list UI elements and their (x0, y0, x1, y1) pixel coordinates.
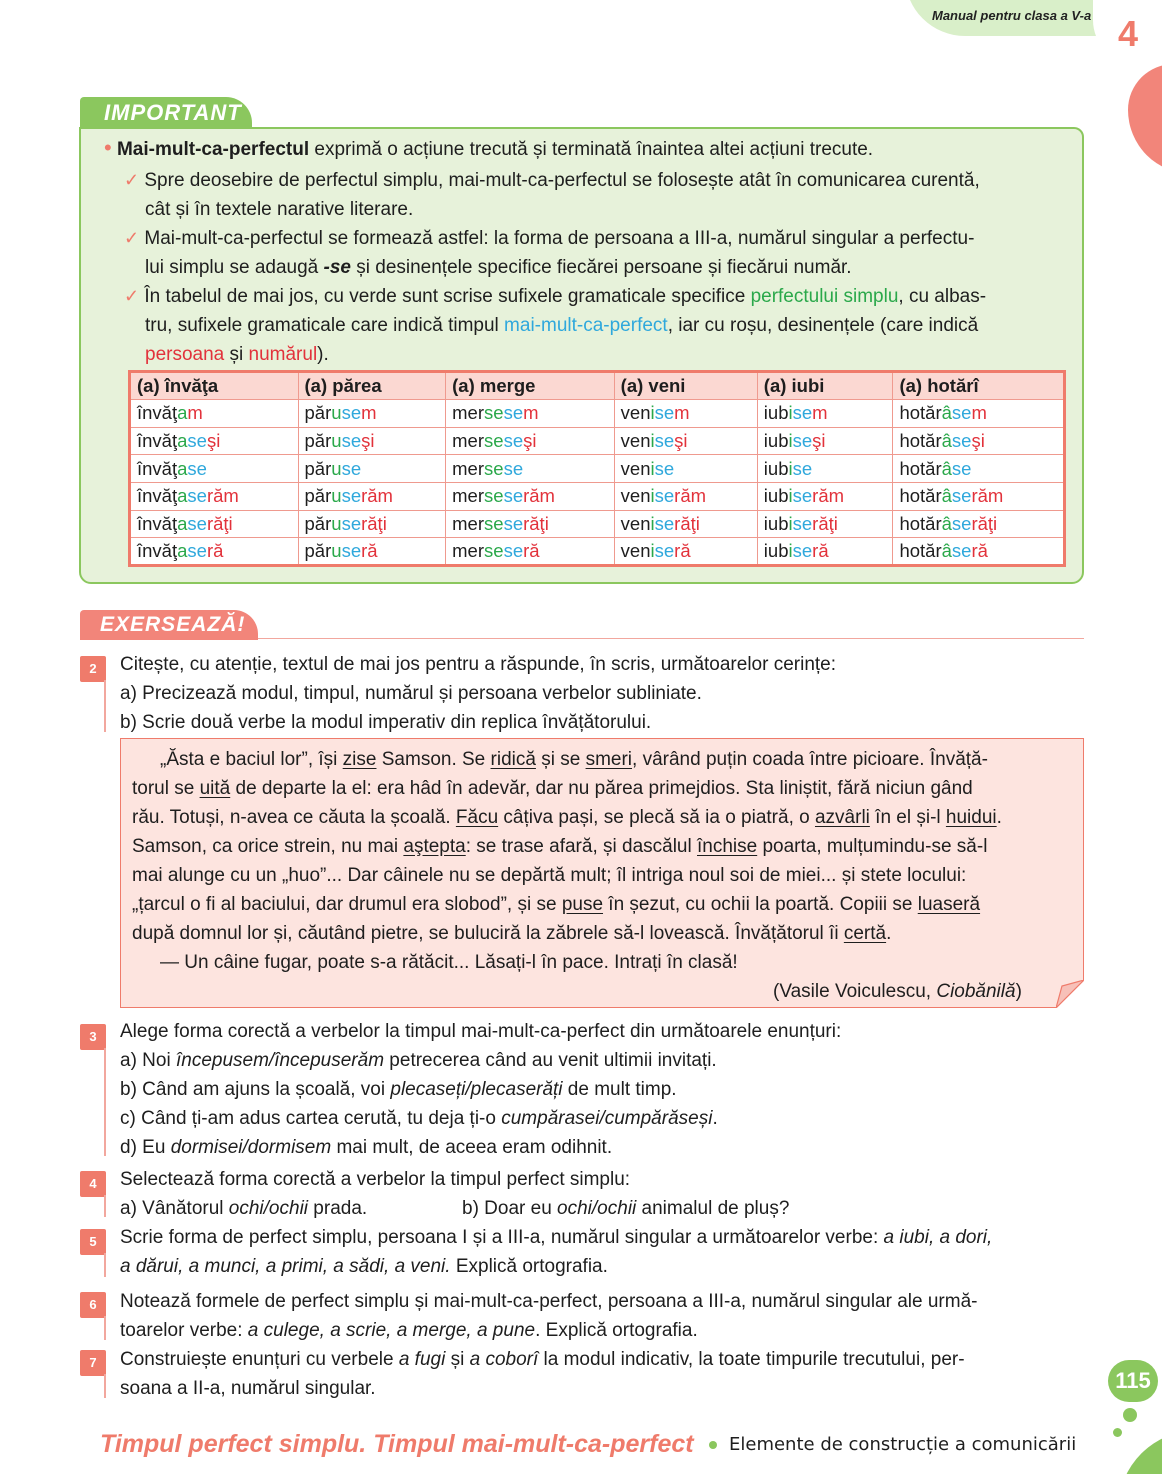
ex6-line: Notează formele de perfect simplu și mai-mult-ca-perfect, persoana a III-a, numărul singular ale urmă- (120, 1291, 978, 1312)
underlined-verb: Făcu (455, 807, 499, 828)
table-row (130, 538, 1065, 566)
table-cell (446, 538, 615, 566)
ps-suffix: se (484, 540, 504, 562)
exercise-number: 7 (80, 1350, 106, 1376)
important-tag-label: IMPORTANT (104, 100, 242, 125)
mmcp-suffix: se (951, 540, 972, 562)
table-header-cell: (a) hotărî (893, 372, 1065, 400)
manual-label: Manual pentru clasa a V-a (932, 8, 1092, 23)
suffix-se: -se (323, 257, 351, 278)
mmcp-suffix: se (187, 540, 207, 562)
point-3-cont: tru, sufixele gramaticale care indică timpul mai-mult-ca-perfect, iar cu roșu, desinențele (care indică (145, 315, 979, 336)
underlined-verb: huidui (945, 807, 997, 828)
ps-suffix: i (650, 513, 655, 535)
ex2-line: b) Scrie două verbe la modul imperativ din replica învățătorului. (120, 712, 652, 733)
point-1-text: Spre deosebire de perfectul simplu, mai-mult-ca-perfectul se folosește atât în comunicarea curentă, (144, 170, 980, 191)
table-cell (446, 483, 615, 511)
blue-legend: mai-mult-ca-perfect (504, 315, 668, 336)
ending: răm (971, 485, 1004, 507)
verb-root: ven (620, 457, 651, 479)
table-cell (893, 510, 1065, 538)
bullet-icon: • (104, 135, 112, 160)
ps-suffix: u (331, 402, 342, 424)
green-legend: perfectului simplu (750, 286, 899, 307)
definition-line (104, 133, 873, 164)
number-tail (104, 1195, 106, 1217)
ps-suffix: â (941, 457, 952, 479)
mmcp-suffix: se (792, 402, 813, 424)
table-cell (446, 510, 615, 538)
table-header-cell: (a) iubi (757, 372, 893, 400)
underlined-verb: azvârli (814, 807, 870, 828)
exercise-number: 6 (80, 1292, 106, 1318)
ps-suffix: i (788, 540, 793, 562)
table-cell (298, 538, 446, 566)
mmcp-suffix: se (187, 513, 207, 535)
ending: m (812, 402, 828, 424)
mmcp-suffix: se (341, 540, 362, 562)
check-icon: ✓ (124, 228, 140, 248)
quote-source: (Vasile Voiculescu, Ciobănilă) (773, 981, 1022, 1002)
table-cell (757, 483, 893, 511)
ps-suffix: a (177, 430, 188, 452)
exercise-number: 3 (80, 1024, 106, 1050)
table-header-cell: (a) învăţa (130, 372, 299, 400)
ps-suffix: i (650, 457, 655, 479)
ending: răţi (812, 513, 838, 535)
underlined-verb: luaseră (917, 894, 981, 915)
underlined-verb: certă (843, 923, 887, 944)
verb-root: hotăr (899, 430, 942, 452)
verb-root: hotăr (899, 402, 942, 424)
mmcp-suffix: se (187, 485, 207, 507)
point-3-cont2: persoana și numărul). (145, 344, 329, 365)
verb-root: ven (620, 513, 651, 535)
ending: răţi (674, 513, 700, 535)
quote-line: rău. Totuși, n-avea ce căuta la școală. Făcu câțiva pași, se plecă să ia o piatră, o azvârli în el și-l huidui. (132, 807, 1002, 828)
ps-suffix: u (331, 457, 342, 479)
page-fold-icon (1056, 980, 1084, 1008)
ending: ră (523, 540, 540, 562)
table-cell (614, 483, 757, 511)
mmcp-suffix: se (951, 430, 972, 452)
table-cell (757, 455, 893, 483)
ending: şi (523, 430, 537, 452)
table-header-row (130, 372, 1065, 400)
ending: şi (361, 430, 375, 452)
ps-suffix: u (331, 430, 342, 452)
footer-bullet (709, 1441, 717, 1449)
ending: şi (674, 430, 688, 452)
quote-line: mai alunge cu un „huo”... Dar câinele nu se depărtă mult; îl intriga noul soi de miei... și stete locului: (132, 865, 967, 886)
mmcp-suffix: se (792, 485, 813, 507)
table-cell (130, 483, 299, 511)
quote-line: — Un câine fugar, poate s-a rătăcit... Lăsați-l în pace. Intrați în clasă! (160, 952, 738, 973)
ex7-line: Construiește enunțuri cu verbele a fugi și a coborî la modul indicativ, la toate timpurile trecutului, per- (120, 1349, 965, 1370)
exercise-number: 5 (80, 1229, 106, 1255)
table-row (130, 427, 1065, 455)
mmcp-suffix: se (951, 513, 972, 535)
ps-suffix: a (177, 457, 188, 479)
ex5-line: Scrie forma de perfect simplu, persoana I și a III-a, numărul singular a următoarelor verbe: a iubi, a dori, (120, 1227, 993, 1248)
table-cell (614, 400, 757, 428)
table-cell (446, 455, 615, 483)
ending: răm (361, 485, 393, 507)
table-cell (130, 427, 299, 455)
page-number: 115 (1108, 1360, 1158, 1402)
table-cell (757, 538, 893, 566)
verb-root: învăţ (137, 513, 178, 535)
ps-suffix: se (484, 513, 504, 535)
ending: răm (206, 485, 239, 507)
point-2-text: Mai-mult-ca-perfectul se formează astfel: la forma de persoana a III-a, numărul singular a perfectu- (144, 228, 975, 249)
table-header-cell: (a) părea (298, 372, 446, 400)
number-tail (104, 680, 106, 732)
mmcp-suffix: se (341, 402, 362, 424)
ending: şi (812, 430, 826, 452)
verb-root: iub (763, 430, 789, 452)
verb-root: mer (452, 513, 485, 535)
table-cell (298, 455, 446, 483)
mmcp-suffix: se (341, 430, 362, 452)
underlined-verb: uită (199, 778, 231, 799)
table-cell (893, 483, 1065, 511)
table-cell (893, 455, 1065, 483)
divider (258, 638, 1084, 639)
verb-root: iub (763, 402, 789, 424)
verb-root: învăţ (137, 457, 178, 479)
definition-text: exprimă o acțiune trecută și terminată înaintea altei acțiuni trecute. (309, 139, 874, 160)
mmcp-suffix: se (951, 485, 972, 507)
underlined-verb: ridică (490, 749, 536, 770)
quote-line: „țarcul o fi al baciului, dar drumul era slobod”, și se puse în șezut, cu ochii la poartă. Copiii se luaseră (132, 894, 981, 915)
definition-term: Mai-mult-ca-perfectul (116, 139, 310, 160)
number-tail (104, 1253, 106, 1277)
point-2 (124, 224, 974, 253)
verb-root: ven (620, 402, 651, 424)
table-row (130, 510, 1065, 538)
ps-suffix: â (941, 430, 952, 452)
ex5-line: a dărui, a munci, a primi, a sădi, a veni. Explică ortografia. (120, 1256, 608, 1277)
ending: ră (812, 540, 829, 562)
ps-suffix: i (650, 485, 655, 507)
ending: răm (812, 485, 845, 507)
chapter-number: 4 (1118, 13, 1139, 54)
verb-root: ven (620, 540, 651, 562)
point-2-cont: lui simplu se adaugă -se și desinențele specifice fiecărei persoane și fiecărui număr. (145, 257, 852, 278)
table-cell (298, 400, 446, 428)
mmcp-suffix: se (792, 540, 813, 562)
verb-root: hotăr (899, 513, 942, 535)
ps-suffix: â (941, 485, 952, 507)
table-cell (614, 427, 757, 455)
verb-root: păr (304, 457, 332, 479)
ps-suffix: i (650, 430, 655, 452)
underlined-verb: zise (342, 749, 377, 770)
table-header-cell: (a) veni (614, 372, 757, 400)
ps-suffix: se (484, 457, 504, 479)
quote-line: Samson, ca orice strein, nu mai aştepta: se trase afară, și dascălul închise poarta, mulțumindu-se să-l (132, 836, 988, 857)
ending: răţi (206, 513, 233, 535)
verb-root: hotăr (899, 485, 942, 507)
verb-root: păr (304, 513, 332, 535)
ps-suffix: a (177, 485, 188, 507)
verb-root: învăţ (137, 540, 178, 562)
mmcp-suffix: se (654, 457, 675, 479)
number-tail (104, 1374, 106, 1398)
table-cell (130, 455, 299, 483)
ex3-line: Alege forma corectă a verbelor la timpul mai-mult-ca-perfect din următoarele enunțuri: (120, 1021, 842, 1042)
conjugation-table (128, 370, 1066, 567)
mmcp-suffix: se (654, 513, 675, 535)
mmcp-suffix: se (503, 485, 524, 507)
ps-suffix: a (177, 402, 188, 424)
ending: şi (971, 430, 985, 452)
table-cell (130, 510, 299, 538)
table-row (130, 455, 1065, 483)
verb-root: hotăr (899, 540, 942, 562)
verb-root: ven (620, 485, 651, 507)
ps-suffix: u (331, 485, 342, 507)
table-cell (130, 400, 299, 428)
table-row (130, 400, 1065, 428)
mmcp-suffix: se (951, 402, 972, 424)
ps-suffix: i (788, 402, 793, 424)
mmcp-suffix: se (792, 513, 813, 535)
verb-root: învăţ (137, 485, 178, 507)
ps-suffix: se (484, 485, 504, 507)
exercise-tag (80, 610, 258, 640)
ps-suffix: â (941, 540, 952, 562)
quote-line: torul se uită de departe la el: era hâd în adevăr, dar nu părea primejdios. Sta liniștit, fără niciun gând (132, 778, 973, 799)
verb-root: mer (452, 485, 485, 507)
ending: m (674, 402, 690, 424)
ending: m (187, 402, 203, 424)
number-tail (104, 1048, 106, 1156)
mmcp-suffix: se (654, 540, 675, 562)
ex2-line: Citește, cu atenție, textul de mai jos pentru a răspunde, în scris, următoarelor cerințe: (120, 654, 837, 675)
lesson-title: Timpul perfect simplu. Timpul mai-mult-ca-perfect (100, 1430, 694, 1458)
ending: ră (206, 540, 224, 562)
ex3-option-a: a) Noi începusem/începuserăm petrecerea când au venit ultimii invitați. (120, 1050, 717, 1071)
table-row (130, 483, 1065, 511)
ending: ră (361, 540, 378, 562)
mmcp-suffix: se (341, 513, 362, 535)
table-cell (893, 400, 1065, 428)
ps-suffix: â (941, 513, 952, 535)
verb-root: iub (763, 540, 789, 562)
table-cell (298, 427, 446, 455)
verb-root: iub (763, 513, 789, 535)
mmcp-suffix: se (503, 402, 524, 424)
ex4-option-b: b) Doar eu ochi/ochii animalul de pluș? (462, 1198, 790, 1219)
table-cell (298, 483, 446, 511)
ex3-option-b: b) Când am ajuns la școală, voi plecaseți/plecaserăți de mult timp. (120, 1079, 677, 1100)
verb-root: ven (620, 430, 651, 452)
section-name: Elemente de construcție a comunicării (729, 1434, 1077, 1455)
verb-root: iub (763, 457, 789, 479)
mmcp-suffix: se (503, 430, 524, 452)
ps-suffix: i (788, 430, 793, 452)
ps-suffix: a (177, 513, 188, 535)
underlined-verb: smeri (585, 749, 633, 770)
ps-suffix: i (788, 485, 793, 507)
underlined-verb: închise (697, 836, 758, 857)
verb-root: păr (304, 402, 332, 424)
important-tag (80, 97, 252, 129)
ps-suffix: i (788, 457, 793, 479)
red-legend-number: numărul (248, 344, 318, 365)
point-1-cont: cât și în textele narative literare. (145, 199, 414, 220)
verb-root: iub (763, 485, 789, 507)
table-cell (614, 538, 757, 566)
ps-suffix: a (177, 540, 188, 562)
mmcp-suffix: se (187, 430, 207, 452)
underlined-verb: aştepta (403, 836, 466, 857)
ending: răţi (523, 513, 549, 535)
table-cell (614, 510, 757, 538)
verb-root: păr (304, 485, 332, 507)
mmcp-suffix: se (187, 457, 207, 479)
table-cell (757, 427, 893, 455)
ps-suffix: i (788, 513, 793, 535)
ending: răm (674, 485, 707, 507)
decorative-shape (1128, 64, 1162, 174)
ex3-option-d: d) Eu dormisei/dormisem mai mult, de aceea eram odihnit. (120, 1137, 613, 1158)
ending: ră (674, 540, 691, 562)
ps-suffix: i (650, 402, 655, 424)
ending: m (361, 402, 377, 424)
table-cell (446, 400, 615, 428)
quote-line: după domnul lor și, căutând pietre, se buluciră la zăbrele să-l lovească. Învățătorul îi certă. (132, 923, 892, 944)
ending: şi (206, 430, 221, 452)
exercise-number: 4 (80, 1171, 106, 1197)
verb-root: păr (304, 430, 332, 452)
mmcp-suffix: se (503, 540, 524, 562)
mmcp-suffix: se (792, 457, 813, 479)
table-cell (446, 427, 615, 455)
corner-decoration (1118, 1430, 1162, 1474)
ending: ră (971, 540, 988, 562)
verb-root: învăţ (137, 430, 178, 452)
ex4-option-a: a) Vânătorul ochi/ochii prada. (120, 1198, 368, 1219)
ending: răţi (361, 513, 387, 535)
mmcp-suffix: se (503, 513, 524, 535)
ps-suffix: u (331, 513, 342, 535)
verb-root: mer (452, 457, 485, 479)
ps-suffix: â (941, 402, 952, 424)
table-cell (757, 510, 893, 538)
table-cell (893, 538, 1065, 566)
ex2-line: a) Precizează modul, timpul, numărul și persoana verbelor subliniate. (120, 683, 702, 704)
ps-suffix: u (331, 540, 342, 562)
point-3: ✓ În tabelul de mai jos, cu verde sunt scrise sufixele gramaticale specifice perfectului simplu, cu albas- (124, 286, 987, 307)
ps-suffix: se (484, 430, 504, 452)
mmcp-suffix: se (503, 457, 524, 479)
point-1 (124, 166, 980, 195)
number-tail (104, 1316, 106, 1340)
ending: răm (523, 485, 555, 507)
red-legend-person: persoana (145, 344, 225, 365)
ex7-line: soana a II-a, numărul singular. (120, 1378, 376, 1399)
table-cell (757, 400, 893, 428)
verb-root: mer (452, 402, 485, 424)
underlined-verb: puse (561, 894, 604, 915)
ending: m (971, 402, 987, 424)
ex6-line: toarelor verbe: a culege, a scrie, a merge, a pune. Explică ortografia. (120, 1320, 698, 1341)
ending: m (523, 402, 539, 424)
exercise-number: 2 (80, 656, 106, 682)
ex3-option-c: c) Când ți-am adus cartea cerută, tu deja ți-o cumpărasei/cumpărăseși. (120, 1108, 718, 1129)
check-icon: ✓ (124, 286, 140, 306)
table-header-cell: (a) merge (446, 372, 615, 400)
verb-root: păr (304, 540, 332, 562)
ending: răţi (971, 513, 998, 535)
table-cell (893, 427, 1065, 455)
decorative-dot (1123, 1408, 1137, 1422)
mmcp-suffix: se (341, 457, 362, 479)
table-cell (614, 455, 757, 483)
ex4-line: Selectează forma corectă a verbelor la timpul perfect simplu: (120, 1169, 631, 1190)
mmcp-suffix: se (792, 430, 813, 452)
mmcp-suffix: se (951, 457, 972, 479)
table-cell (298, 510, 446, 538)
ps-suffix: se (484, 402, 504, 424)
verb-root: hotăr (899, 457, 942, 479)
decorative-dot (1113, 1428, 1122, 1437)
mmcp-suffix: se (654, 402, 675, 424)
mmcp-suffix: se (654, 430, 675, 452)
exercise-tag-label: EXERSEAZĂ! (100, 613, 246, 636)
check-icon: ✓ (124, 170, 140, 190)
verb-root: mer (452, 540, 485, 562)
table-cell (130, 538, 299, 566)
ps-suffix: i (650, 540, 655, 562)
verb-root: învăţ (137, 402, 178, 424)
quote-line: „Ăsta e baciul lor”, își zise Samson. Se ridică și se smeri, vârând puțin coada între picioare. Învăță- (160, 749, 988, 770)
mmcp-suffix: se (341, 485, 362, 507)
verb-root: mer (452, 430, 485, 452)
mmcp-suffix: se (654, 485, 675, 507)
